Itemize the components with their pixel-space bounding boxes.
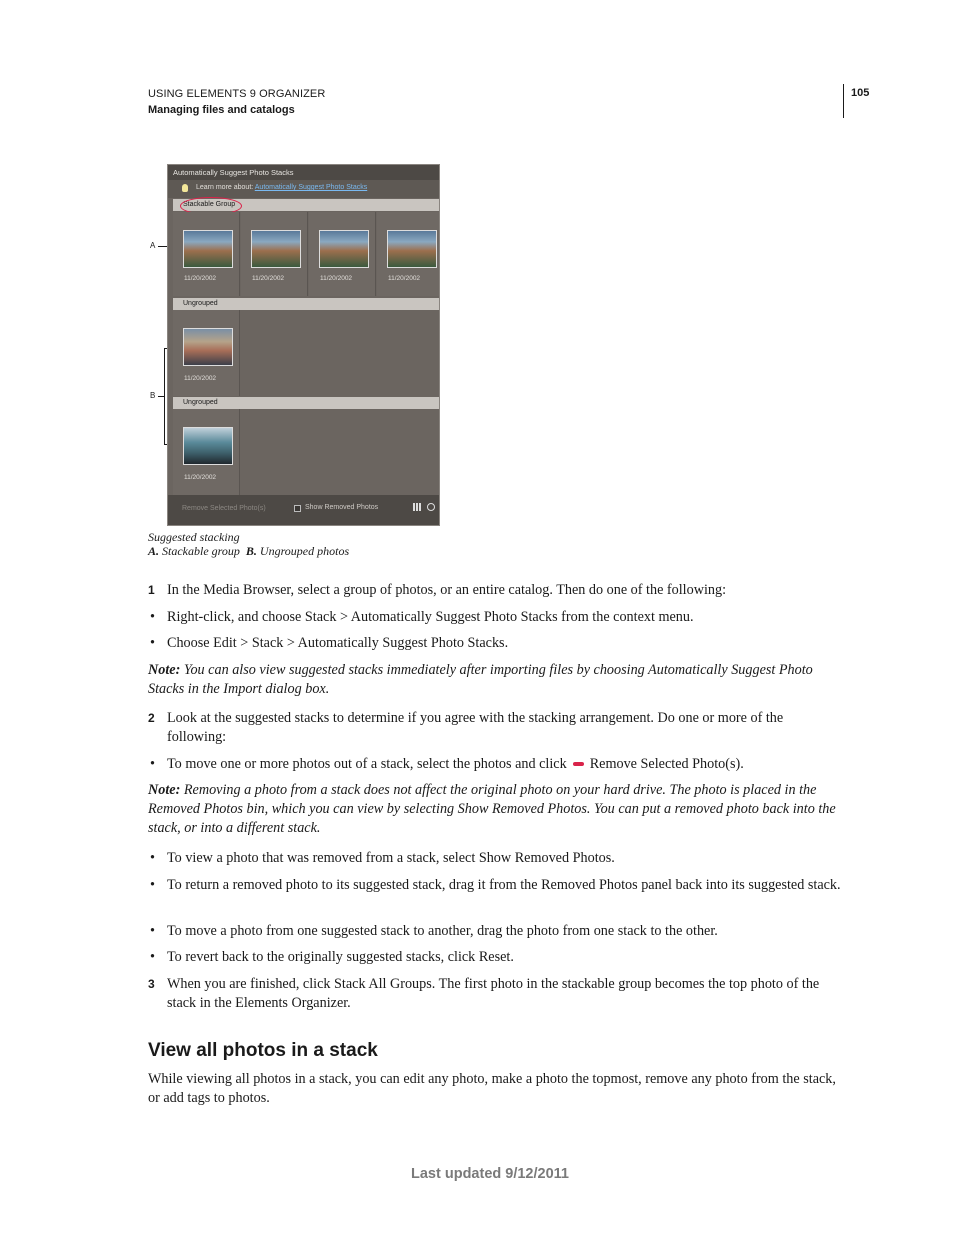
step-number: 2 [148,711,155,725]
group-header-ungrouped: Ungrouped [173,397,440,409]
photo-cell[interactable] [241,212,308,296]
step-text: When you are finished, click Stack All Groups. The first photo in the stackable group becomes the top photo of the stack in the Elements Organizer. [167,976,820,1011]
step-number: 3 [148,977,155,991]
caption-a-text: Stackable group [162,544,240,558]
bullet-mark: • [150,635,155,651]
note-label: Note: [148,782,181,798]
last-updated: Last updated 9/12/2011 [411,1166,569,1182]
zoom-slider-icon[interactable] [427,503,435,511]
bullet-item [148,608,844,627]
note-2 [148,781,844,838]
section-heading: View all photos in a stack [148,1040,378,1061]
info-prefix: Learn more about: [196,184,254,191]
bullet-text: To revert back to the originally suggested stacks, click Reset. [167,949,514,965]
show-removed-label: Show Removed Photos [305,504,379,511]
photo-date: 11/20/2002 [320,275,353,282]
callout-a-line [158,246,167,247]
bullet-item [148,922,844,941]
bullet-item [148,634,844,653]
group-header-stackable: Stackable Group [173,199,440,211]
caption-b-key: B. [245,544,257,558]
photo-date: 11/20/2002 [388,275,421,282]
caption-b-text: Ungrouped photos [259,544,350,558]
bullet-mark: • [150,756,155,772]
photo-thumbnail[interactable] [387,230,437,268]
figure-caption-key [148,544,349,559]
photo-cell[interactable] [173,409,240,495]
photo-date: 11/20/2002 [184,375,217,382]
note-label: Note: [148,662,181,678]
photo-cell[interactable] [377,212,440,296]
note-1 [148,661,844,699]
bullet-item [148,876,844,895]
bullet-text: To return a removed photo to its suggested stack, drag it from the Removed Photos panel back into its suggested stack. [167,877,841,893]
photo-date: 11/20/2002 [184,474,217,481]
callout-a: A [150,241,156,250]
bullet-mark: • [150,877,155,893]
photo-date: 11/20/2002 [252,275,285,282]
running-header-title: USING ELEMENTS 9 ORGANIZER [148,88,326,100]
bullet-text-before: To move one or more photos out of a stack, select the photos and click [167,756,567,772]
bullet-text: To move a photo from one suggested stack to another, drag the photo from one stack to the other. [167,923,718,939]
bullet-mark: • [150,609,155,625]
callout-b-bracket [164,348,167,445]
page-number: 105 [851,87,870,99]
photo-thumbnail[interactable] [183,427,233,465]
bullet-item [148,948,844,967]
header-divider [843,84,844,118]
bullet-item [148,755,844,774]
step-2 [148,709,844,747]
photo-thumbnail[interactable] [319,230,369,268]
window-title: Automatically Suggest Photo Stacks [168,165,439,180]
bullet-text: Choose Edit > Stack > Automatically Suggest Photo Stacks. [167,635,509,651]
show-removed-checkbox[interactable] [294,505,301,512]
photo-cell[interactable] [173,310,240,396]
note-text: You can also view suggested stacks immediately after importing files by choosing Automatically Suggest Photo Stacks in the Import dialog box. [148,662,813,697]
step-1 [148,581,844,600]
bulb-icon [182,184,188,192]
group-header-ungrouped: Ungrouped [173,298,440,310]
bullet-mark: • [150,923,155,939]
info-bar [168,180,439,198]
bullet-text: To view a photo that was removed from a stack, select Show Removed Photos. [167,850,615,866]
bullet-text-after: Remove Selected Photo(s). [589,756,744,772]
suggest-stacks-screenshot [167,164,440,526]
step-number: 1 [148,583,155,597]
section-paragraph: While viewing all photos in a stack, you can edit any photo, make a photo the topmost, remove any photo from the stack, or add tags to photos. [148,1071,836,1106]
help-link[interactable]: Automatically Suggest Photo Stacks [254,184,368,191]
callout-b: B [150,391,156,400]
photo-thumbnail[interactable] [183,328,233,366]
bullet-item [148,849,844,868]
photo-thumbnail[interactable] [251,230,301,268]
step-text: In the Media Browser, select a group of photos, or an entire catalog. Then do one of the following: [167,582,727,598]
photo-cell[interactable] [173,212,240,296]
step-text: Look at the suggested stacks to determine if you agree with the stacking arrangement. Do one or more of the following: [167,710,784,745]
caption-a-key: A. [148,544,160,558]
info-text [196,184,367,191]
step-3 [148,975,844,1013]
bullet-text [148,755,844,774]
note-text: Removing a photo from a stack does not affect the original photo on your hard drive. The photo is placed in the Removed Photos bin, which you can view by selecting Show Removed Photos. You can put a removed photo back into the stack, or into a different stack. [148,782,836,836]
bullet-text: Right-click, and choose Stack > Automatically Suggest Photo Stacks from the context menu. [167,609,694,625]
bullet-mark: • [150,949,155,965]
grid-icon[interactable] [413,503,421,511]
figure-caption-title: Suggested stacking [148,530,240,544]
photo-thumbnail[interactable] [183,230,233,268]
remove-selected-button[interactable]: Remove Selected Photo(s) [182,505,266,512]
panel-footer [168,495,439,526]
photo-cell[interactable] [309,212,376,296]
remove-minus-icon [573,762,584,766]
running-header-section: Managing files and catalogs [148,104,295,116]
bullet-mark: • [150,850,155,866]
photo-date: 11/20/2002 [184,275,217,282]
